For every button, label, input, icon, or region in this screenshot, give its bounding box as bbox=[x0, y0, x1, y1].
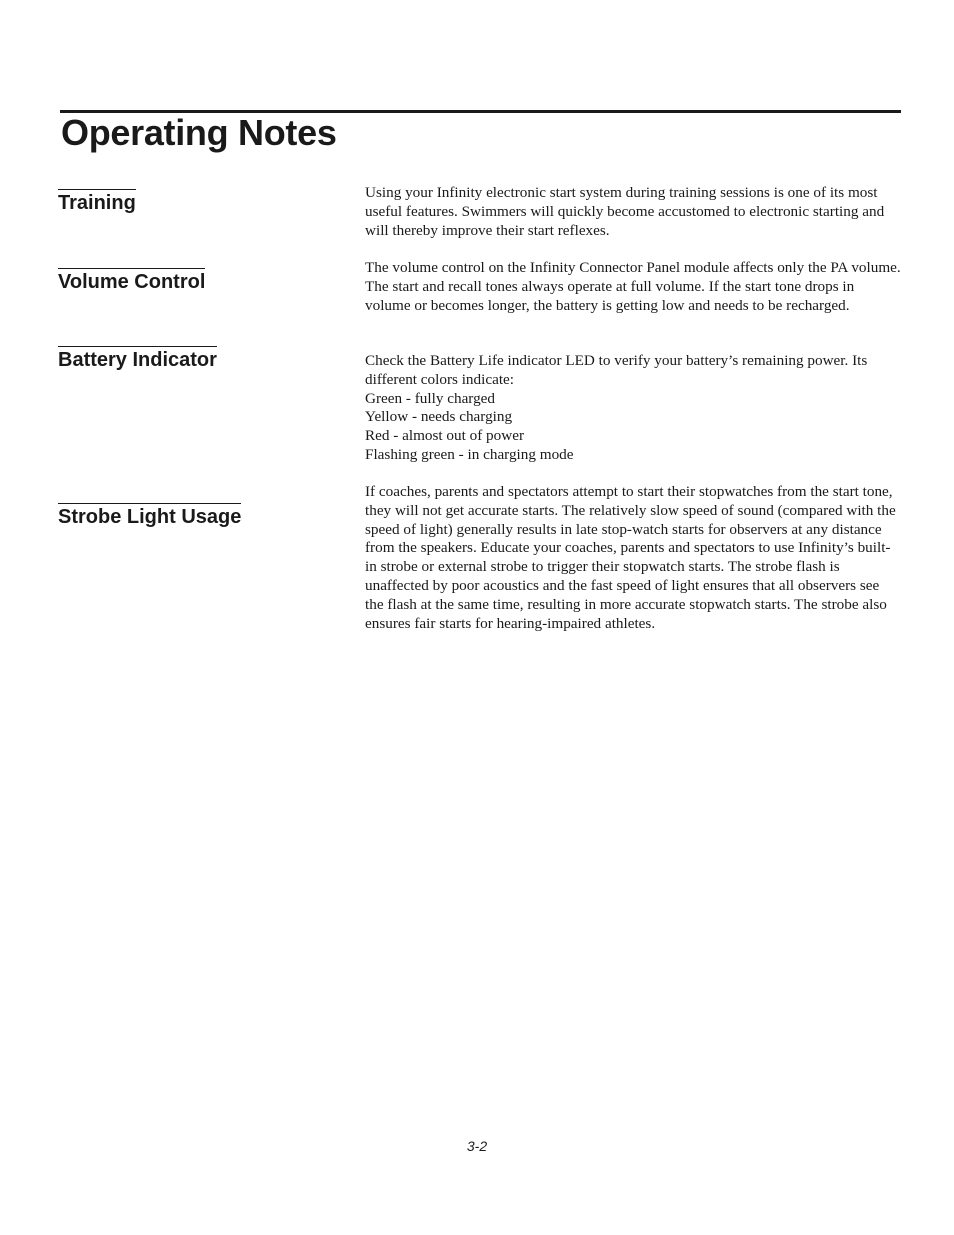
paragraph: If coaches, parents and spectators attempt to start their stopwatches from the start tone, they will not get accurate starts. The relatively slow speed of sound (compared with the speed of light) generally results in late stop-watch starts for observers at any distance from the speakers. Educate your coaches, parents and spectators to use Infinity’s built-in strobe or external strobe to trigger their stopwatch starts. The strobe flash is unaffected by poor acoustics and the fast speed of light ensures that all observers see the flash at the same time, resulting in more accurate stopwatch starts. The strobe also ensures fair starts for hearing-impaired athletes. bbox=[365, 483, 896, 632]
list-item: Red - almost out of power bbox=[365, 427, 525, 445]
paragraph: Check the Battery Life indicator LED to verify your battery’s remaining power. Its different colors indicate: bbox=[365, 352, 868, 388]
list-item: Yellow - needs charging bbox=[365, 408, 513, 426]
section-heading-battery-indicator: Battery Indicator bbox=[58, 346, 217, 372]
section-body-battery-indicator bbox=[365, 352, 901, 465]
section-heading-strobe-light-usage: Strobe Light Usage bbox=[58, 503, 241, 529]
list-item: Green - fully charged bbox=[365, 389, 496, 407]
page-title: Operating Notes bbox=[61, 112, 337, 153]
list-item: Flashing green - in charging mode bbox=[365, 445, 574, 463]
section-heading-volume-control: Volume Control bbox=[58, 268, 205, 294]
paragraph: Using your Infinity electronic start system during training sessions is one of its most useful features. Swimmers will quickly become accustomed to electronic starting and will thereby improve their start reflexes. bbox=[365, 184, 885, 239]
section-body-strobe-light-usage bbox=[365, 483, 901, 633]
section-body-volume-control bbox=[365, 259, 901, 315]
section-heading-training: Training bbox=[58, 189, 136, 215]
section-body-training bbox=[365, 184, 901, 240]
paragraph: The volume control on the Infinity Connector Panel module affects only the PA volume. The start and recall tones always operate at full volume. If the start tone drops in volume or becomes longer, the battery is getting low and needs to be recharged. bbox=[365, 259, 901, 314]
page-number: 3-2 bbox=[466, 1138, 488, 1154]
